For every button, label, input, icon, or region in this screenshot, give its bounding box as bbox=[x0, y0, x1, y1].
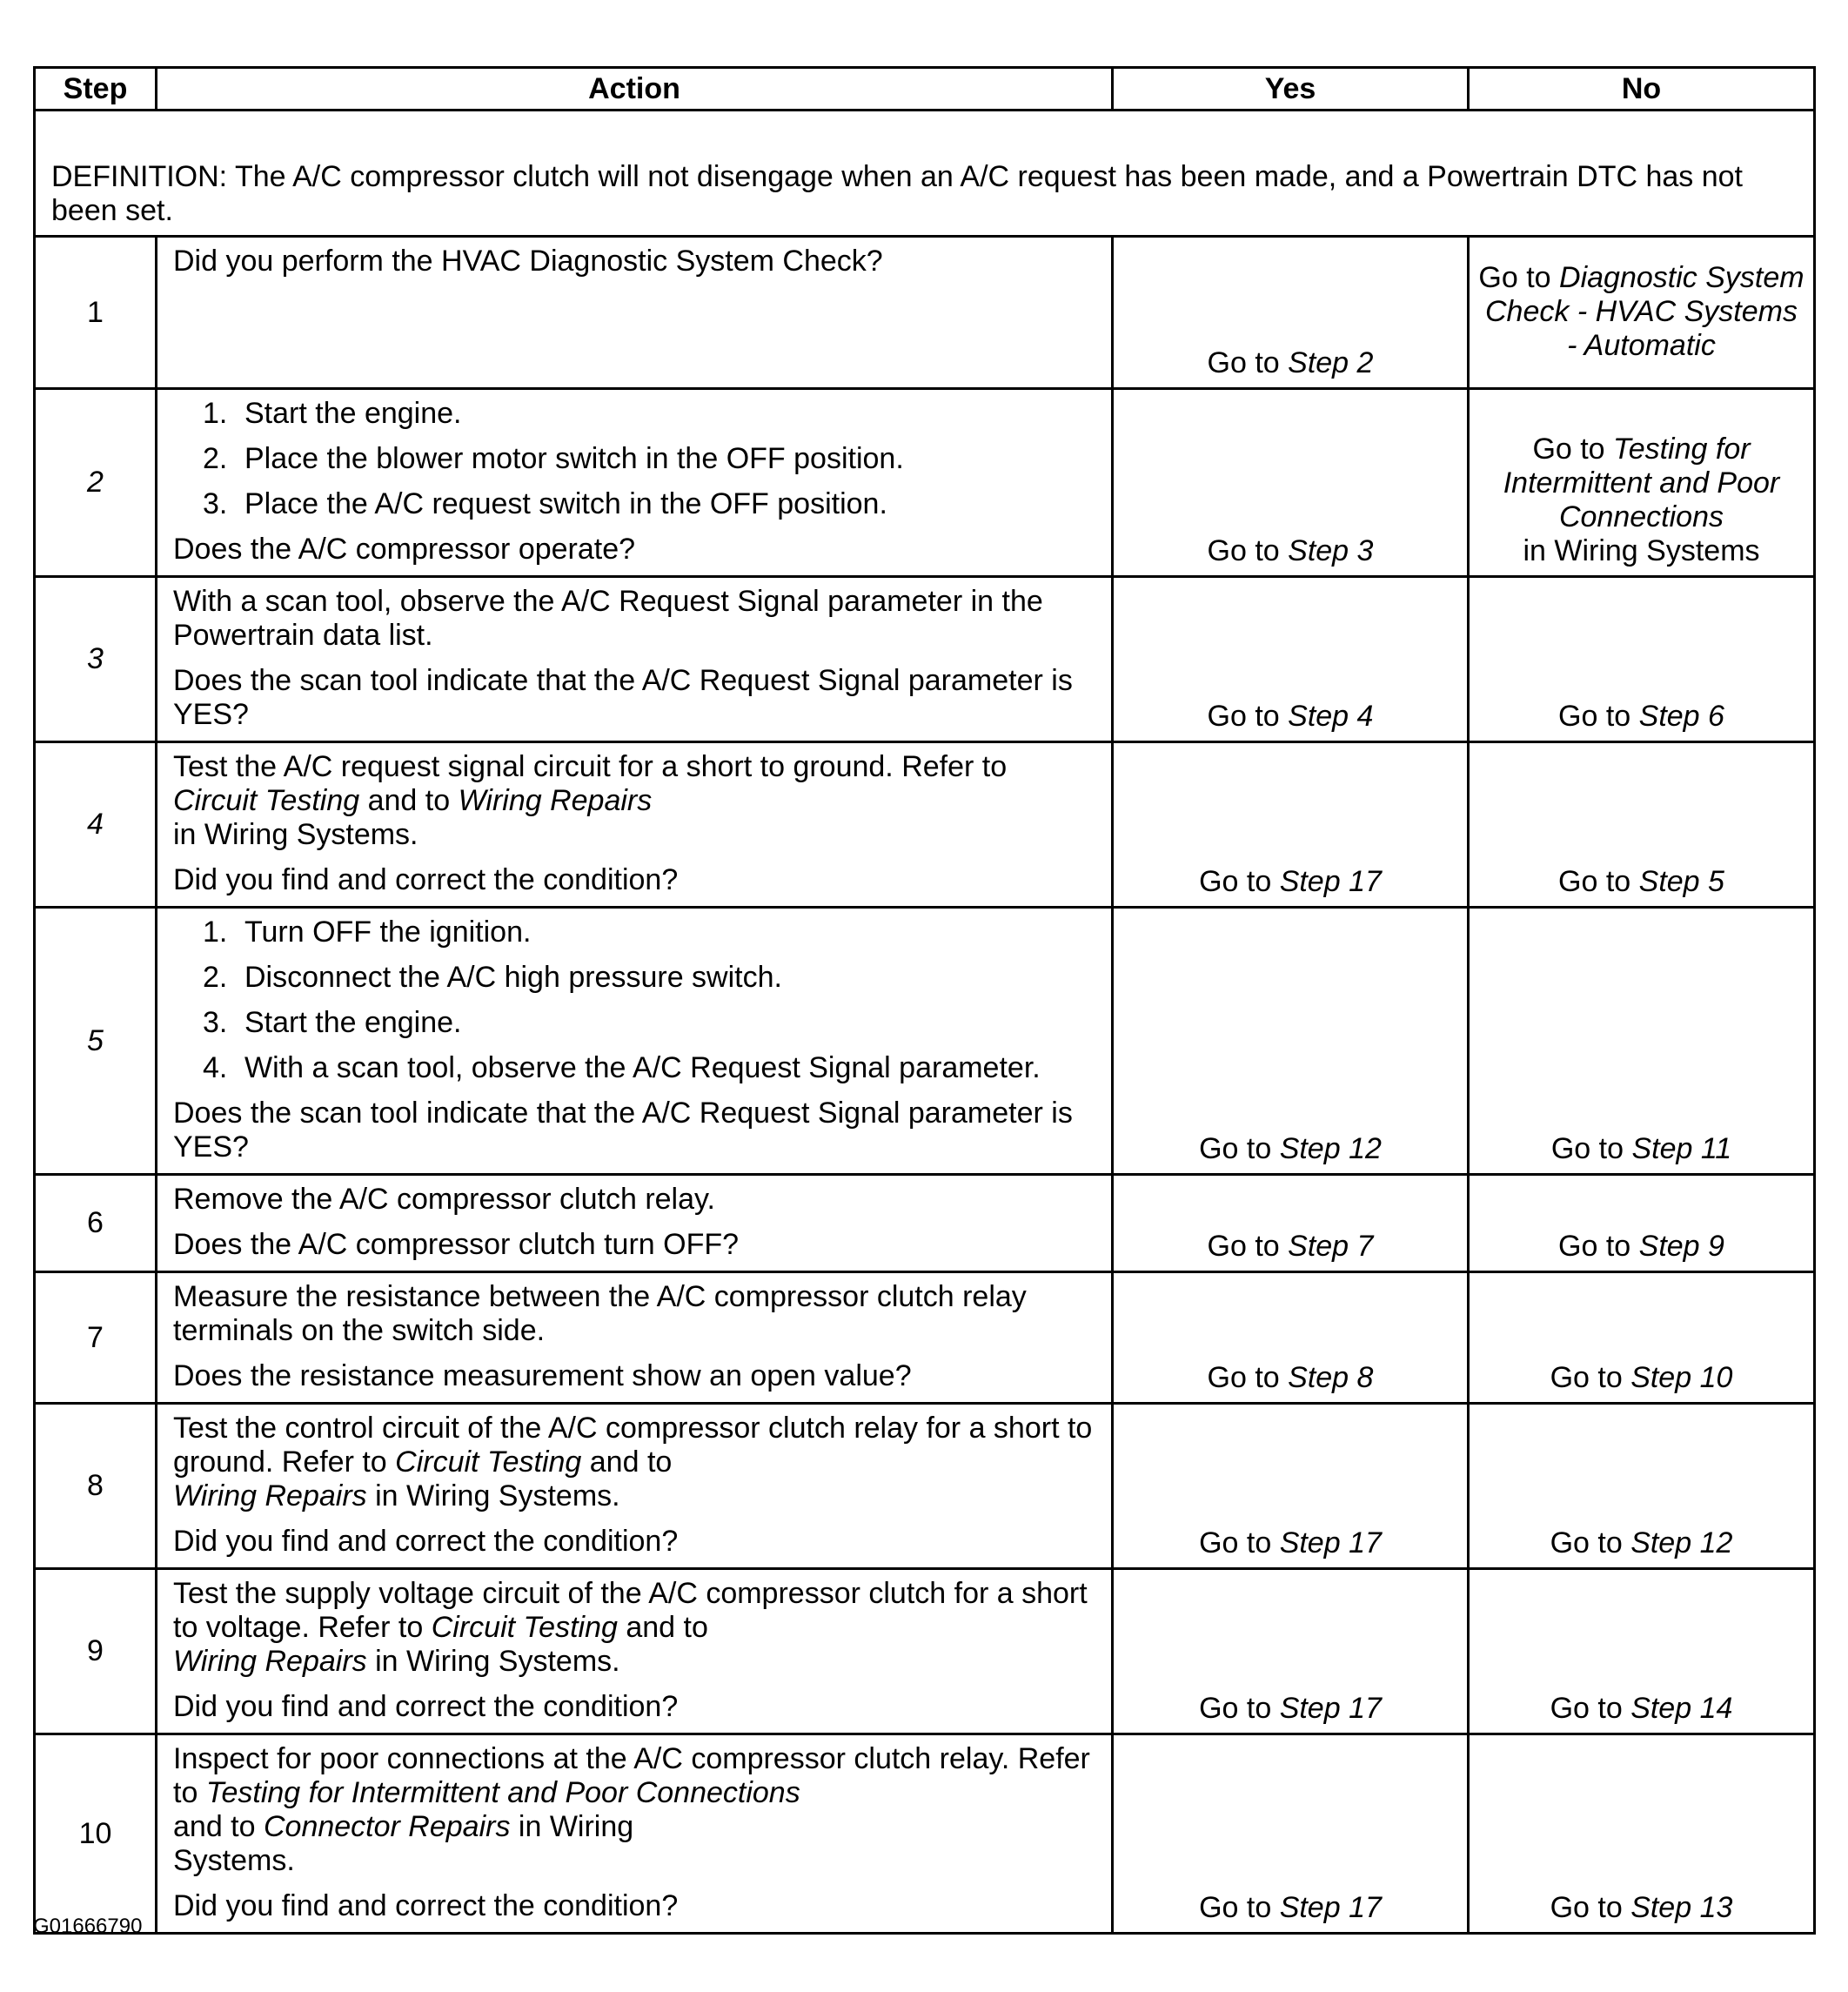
yes-step-ref: Step 2 bbox=[1288, 346, 1374, 379]
yes-step-ref: Step 3 bbox=[1288, 534, 1374, 567]
action-question: Did you find and correct the condition? bbox=[173, 1690, 679, 1723]
action-steps bbox=[173, 397, 1095, 521]
step-number bbox=[35, 577, 157, 742]
definition-text: DEFINITION: The A/C compressor clutch will not disengage when an A/C request has been made, and a Powertrain DTC has not been set. bbox=[35, 111, 1815, 237]
step-number-text: 4 bbox=[87, 808, 104, 841]
no-cell bbox=[1469, 1404, 1815, 1569]
no-prefix: Go to bbox=[1550, 1132, 1632, 1165]
list-item-text: Turn OFF the ignition. bbox=[244, 916, 532, 949]
no-prefix: Go to bbox=[1550, 1692, 1631, 1725]
yes-prefix: Go to bbox=[1207, 534, 1289, 567]
yes-prefix: Go to bbox=[1199, 1692, 1280, 1725]
action-text-part: in Wiring Systems. bbox=[366, 1479, 620, 1512]
action-cell bbox=[157, 742, 1113, 908]
action-text-part: Inspect for poor connections at the A/C compressor clutch relay. Refer to bbox=[173, 1742, 1090, 1809]
action-cell bbox=[157, 1404, 1113, 1569]
yes-cell bbox=[1113, 1569, 1469, 1734]
list-item-text: Disconnect the A/C high pressure switch. bbox=[244, 961, 782, 994]
yes-prefix: Go to bbox=[1199, 1132, 1280, 1165]
action-text: Remove the A/C compressor clutch relay. bbox=[173, 1183, 715, 1216]
action-steps bbox=[173, 916, 1095, 1085]
action-text bbox=[173, 1577, 1095, 1679]
no-step-ref: Step 11 bbox=[1631, 1132, 1732, 1165]
action-cell bbox=[157, 1175, 1113, 1272]
action-cell bbox=[157, 237, 1113, 389]
list-item-text: With a scan tool, observe the A/C Request Signal parameter. bbox=[244, 1051, 1041, 1084]
step-number: 8 bbox=[35, 1404, 157, 1569]
step-number: 7 bbox=[35, 1272, 157, 1404]
table-row bbox=[35, 1272, 1815, 1404]
yes-prefix: Go to bbox=[1199, 1526, 1280, 1559]
yes-step-ref: Step 12 bbox=[1279, 1132, 1382, 1165]
yes-step-ref: Step 7 bbox=[1288, 1230, 1374, 1263]
action-question: Did you find and correct the condition? bbox=[173, 1889, 679, 1922]
diagnostic-table bbox=[33, 66, 1816, 1935]
header-action: Action bbox=[157, 68, 1113, 111]
action-question: Did you find and correct the condition? bbox=[173, 1525, 679, 1558]
yes-cell bbox=[1113, 1404, 1469, 1569]
doc-ref: Wiring Repairs bbox=[173, 1645, 367, 1678]
step-number: 10 bbox=[35, 1734, 157, 1934]
action-text-part: and to bbox=[581, 1445, 673, 1479]
table-row bbox=[35, 1569, 1815, 1734]
yes-prefix: Go to bbox=[1207, 1361, 1289, 1394]
list-item: 1. Turn OFF the ignition. bbox=[203, 916, 532, 949]
doc-ref: Circuit Testing bbox=[395, 1445, 582, 1479]
no-prefix: Go to bbox=[1558, 1230, 1639, 1263]
yes-prefix: Go to bbox=[1199, 1891, 1280, 1924]
action-cell bbox=[157, 1734, 1113, 1934]
action-text bbox=[173, 1742, 1095, 1878]
yes-cell bbox=[1113, 908, 1469, 1175]
no-step-ref: Step 6 bbox=[1638, 700, 1724, 733]
action-text-part: in Wiring Systems. bbox=[366, 1645, 620, 1678]
action-text: Measure the resistance between the A/C compressor clutch relay terminals on the switch side. bbox=[173, 1280, 1027, 1347]
no-cell bbox=[1469, 577, 1815, 742]
list-item-text: Place the blower motor switch in the OFF position. bbox=[244, 442, 904, 475]
doc-ref: Circuit Testing bbox=[431, 1611, 618, 1644]
action-question: Did you perform the HVAC Diagnostic System Check? bbox=[173, 245, 883, 278]
action-cell bbox=[157, 577, 1113, 742]
table-row bbox=[35, 908, 1815, 1175]
no-step-ref: Step 12 bbox=[1630, 1526, 1733, 1559]
action-text-part: Test the supply voltage circuit of the A/C compressor clutch for a short to voltage. Refer to bbox=[173, 1577, 1088, 1644]
action-text: With a scan tool, observe the A/C Request Signal parameter in the Powertrain data list. bbox=[173, 585, 1043, 652]
no-step-ref: Step 5 bbox=[1638, 865, 1724, 898]
header-yes: Yes bbox=[1113, 68, 1469, 111]
list-item: 4. With a scan tool, observe the A/C Request Signal parameter. bbox=[203, 1051, 1041, 1084]
action-cell bbox=[157, 1569, 1113, 1734]
no-cell bbox=[1469, 237, 1815, 389]
no-cell bbox=[1469, 389, 1815, 577]
action-text bbox=[173, 1412, 1095, 1513]
figure-id: G01666790 bbox=[33, 1915, 143, 1938]
yes-cell bbox=[1113, 577, 1469, 742]
no-step-ref: Step 14 bbox=[1630, 1692, 1733, 1725]
no-prefix: Go to bbox=[1558, 865, 1639, 898]
header-no: No bbox=[1469, 68, 1815, 111]
yes-prefix: Go to bbox=[1207, 700, 1289, 733]
step-number-text: 2 bbox=[87, 466, 104, 499]
no-step-ref: Step 13 bbox=[1630, 1891, 1733, 1924]
no-cell bbox=[1469, 908, 1815, 1175]
action-text-part: Test the control circuit of the A/C compressor clutch relay for a short to ground. Refer to bbox=[173, 1412, 1093, 1479]
no-suffix: in Wiring Systems bbox=[1523, 534, 1760, 567]
yes-step-ref: Step 17 bbox=[1279, 1692, 1382, 1725]
list-item: 2. Disconnect the A/C high pressure switch. bbox=[203, 961, 782, 994]
no-prefix: Go to bbox=[1532, 433, 1614, 466]
step-number bbox=[35, 908, 157, 1175]
yes-prefix: Go to bbox=[1207, 346, 1289, 379]
yes-step-ref: Step 17 bbox=[1279, 865, 1382, 898]
action-question: Does the resistance measurement show an open value? bbox=[173, 1359, 912, 1392]
action-text-part: in Wiring Systems. bbox=[173, 818, 418, 851]
no-cell bbox=[1469, 1734, 1815, 1934]
step-number-text: 3 bbox=[87, 642, 104, 675]
action-cell bbox=[157, 908, 1113, 1175]
table-row bbox=[35, 389, 1815, 577]
action-question: Did you find and correct the condition? bbox=[173, 863, 679, 896]
step-number: 1 bbox=[35, 237, 157, 389]
header-row bbox=[35, 68, 1815, 111]
yes-prefix: Go to bbox=[1199, 865, 1280, 898]
table-row bbox=[35, 1404, 1815, 1569]
doc-ref: Testing for Intermittent and Poor Connections bbox=[205, 1776, 800, 1809]
yes-cell bbox=[1113, 1272, 1469, 1404]
table-row bbox=[35, 1734, 1815, 1934]
yes-prefix: Go to bbox=[1207, 1230, 1289, 1263]
table-row bbox=[35, 577, 1815, 742]
action-text bbox=[173, 750, 1095, 852]
list-item-text: Start the engine. bbox=[244, 397, 462, 430]
action-text-part: Systems. bbox=[173, 1844, 295, 1877]
yes-cell bbox=[1113, 237, 1469, 389]
no-cell bbox=[1469, 1569, 1815, 1734]
action-text-part: Test the A/C request signal circuit for a short to ground. Refer to bbox=[173, 750, 1008, 783]
yes-step-ref: Step 17 bbox=[1279, 1891, 1382, 1924]
list-item: 3. Place the A/C request switch in the OFF position. bbox=[203, 487, 887, 520]
action-question: Does the A/C compressor operate? bbox=[173, 533, 636, 566]
yes-cell bbox=[1113, 1734, 1469, 1934]
header-step: Step bbox=[35, 68, 157, 111]
list-item: 2. Place the blower motor switch in the OFF position. bbox=[203, 442, 904, 475]
no-step-ref: Step 9 bbox=[1638, 1230, 1724, 1263]
action-question: Does the scan tool indicate that the A/C Request Signal parameter is YES? bbox=[173, 664, 1073, 731]
no-prefix: Go to bbox=[1478, 260, 1560, 294]
action-question: Does the A/C compressor clutch turn OFF? bbox=[173, 1228, 740, 1261]
no-prefix: Go to bbox=[1550, 1526, 1631, 1559]
doc-ref: Connector Repairs bbox=[263, 1810, 511, 1843]
doc-ref: Wiring Repairs bbox=[458, 784, 653, 817]
step-number bbox=[35, 742, 157, 908]
yes-cell bbox=[1113, 1175, 1469, 1272]
no-prefix: Go to bbox=[1550, 1891, 1631, 1924]
step-number bbox=[35, 389, 157, 577]
step-number-text: 5 bbox=[87, 1023, 104, 1057]
no-cell bbox=[1469, 1175, 1815, 1272]
no-cell bbox=[1469, 1272, 1815, 1404]
list-item-text: Start the engine. bbox=[244, 1006, 462, 1039]
action-cell bbox=[157, 1272, 1113, 1404]
yes-step-ref: Step 8 bbox=[1288, 1361, 1374, 1394]
table-row bbox=[35, 237, 1815, 389]
step-number: 6 bbox=[35, 1175, 157, 1272]
no-cell bbox=[1469, 742, 1815, 908]
action-text-part: and to bbox=[173, 1810, 264, 1843]
step-number: 9 bbox=[35, 1569, 157, 1734]
no-prefix: Go to bbox=[1550, 1361, 1631, 1394]
doc-ref: Circuit Testing bbox=[173, 784, 360, 817]
yes-step-ref: Step 4 bbox=[1288, 700, 1374, 733]
doc-ref: Wiring Repairs bbox=[173, 1479, 367, 1512]
yes-step-ref: Step 17 bbox=[1279, 1526, 1382, 1559]
table-row bbox=[35, 742, 1815, 908]
action-text-part: in Wiring bbox=[510, 1810, 634, 1843]
no-step-ref: Step 10 bbox=[1630, 1361, 1733, 1394]
yes-cell bbox=[1113, 742, 1469, 908]
list-item: 1. Start the engine. bbox=[203, 397, 462, 430]
no-doc-ref: Diagnostic System Check - HVAC Systems - Automatic bbox=[1485, 260, 1804, 362]
list-item: 3. Start the engine. bbox=[203, 1006, 462, 1039]
list-item-text: Place the A/C request switch in the OFF position. bbox=[244, 487, 887, 520]
action-cell bbox=[157, 389, 1113, 577]
no-doc-ref: Testing for Intermittent and Poor Connections bbox=[1503, 433, 1780, 533]
yes-cell bbox=[1113, 389, 1469, 577]
action-text-part: and to bbox=[617, 1611, 708, 1644]
definition-row bbox=[35, 111, 1815, 237]
table-row bbox=[35, 1175, 1815, 1272]
action-question: Does the scan tool indicate that the A/C Request Signal parameter is YES? bbox=[173, 1097, 1073, 1164]
action-text-part: and to bbox=[359, 784, 459, 817]
no-prefix: Go to bbox=[1558, 700, 1639, 733]
